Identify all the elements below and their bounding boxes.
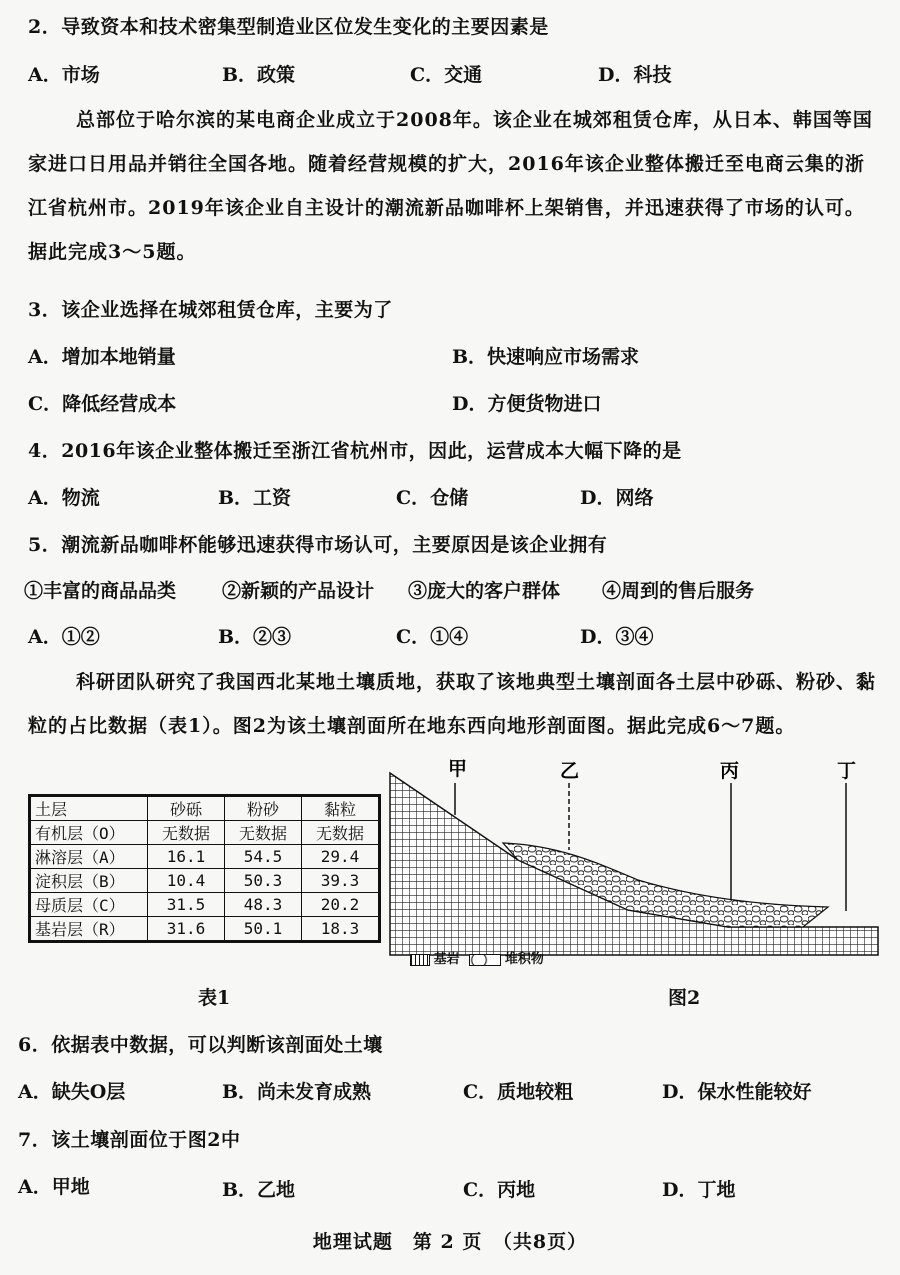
bedrock-legend-label: 基岩 [433,951,460,966]
q3-option-c: C．降低经营成本 [28,393,177,415]
table-cell: 31.6 [148,917,225,942]
table-header-row [30,796,380,821]
table-cell: 无数据 [148,821,225,845]
table-row [30,869,380,893]
table-cell: 有机层（O） [30,821,148,845]
q5-item-2: ②新颖的产品设计 [222,580,375,602]
site-label-ding: 丁 [837,760,857,782]
site-label-yi: 乙 [560,760,580,782]
table-row [30,917,380,942]
table-cell: 18.3 [302,917,380,942]
figure-2-caption: 图2 [668,987,701,1009]
q5-item-1: ①丰富的商品品类 [24,580,177,602]
table-header-cell: 粉砂 [225,796,302,821]
table-cell: 淋溶层（A） [30,845,148,869]
q3-stem: 3．该企业选择在城郊租赁仓库，主要为了 [28,299,393,321]
q6-stem: 6．依据表中数据，可以判断该剖面处土壤 [18,1034,383,1056]
q5-item-4: ④周到的售后服务 [602,580,755,602]
q2-option-d: D．科技 [598,64,672,86]
q4-option-b: B．工资 [218,487,292,509]
bedrock-legend-swatch [410,954,430,966]
table-cell: 基岩层（R） [30,917,148,942]
table-cell: 48.3 [225,893,302,917]
q2-option-a: A．市场 [28,64,100,86]
q3-option-a: A．增加本地销量 [28,346,176,368]
q2-option-b: B．政策 [222,64,296,86]
deposit-legend-label: 堆积物 [504,951,544,966]
table-cell: 无数据 [225,821,302,845]
table-row [30,893,380,917]
q5-option-d: D．③④ [580,626,654,648]
table-cell: 50.3 [225,869,302,893]
table-row [30,821,380,845]
table-header-cell: 砂砾 [148,796,225,821]
table-cell: 16.1 [148,845,225,869]
q7-option-c: C．丙地 [463,1179,536,1201]
table-1-caption: 表1 [198,987,231,1009]
passage-2: 科研团队研究了我国西北某地土壤质地，获取了该地典型土壤剖面各土层中砂砾、粉砂、黏粒的占比数据（表1）。图2为该土壤剖面所在地东西向地形剖面图。据此完成6～7题。 [28,671,877,737]
q6-option-d: D．保水性能较好 [662,1081,812,1103]
table-cell: 54.5 [225,845,302,869]
q7-stem: 7．该土壤剖面位于图2中 [18,1129,241,1151]
table-row [30,845,380,869]
page-footer: 地理试题 第 2 页 （共8页） [312,1231,588,1253]
q4-option-c: C．仓储 [396,487,469,509]
figure-legend [410,948,544,967]
table-cell: 无数据 [302,821,380,845]
q3-option-d: D．方便货物进口 [452,393,602,415]
deposit-legend-swatch [469,954,501,966]
table-header-cell: 土层 [30,796,148,821]
table-cell: 母质层（C） [30,893,148,917]
bedrock-layer [390,773,878,955]
passage-1: 总部位于哈尔滨的某电商企业成立于2008年。该企业在城郊租赁仓库，从日本、韩国等国家进口日用品并销往全国各地。随着经营规模的扩大，2016年该企业整体搬迁至电商云集的浙江省杭州市。2019年该企业自主设计的潮流新品咖啡杯上架销售，并迅速获得了市场的认可。据此完成3～5题。 [28,109,873,263]
table-cell: 39.3 [302,869,380,893]
q6-option-a: A．缺失O层 [18,1081,126,1103]
table-cell: 29.4 [302,845,380,869]
table-cell: 10.4 [148,869,225,893]
terrain-profile-figure [388,755,883,967]
q4-stem: 4．2016年该企业整体搬迁至浙江省杭州市，因此，运营成本大幅下降的是 [28,440,682,462]
q5-option-b: B．②③ [218,626,292,648]
q5-item-3: ③庞大的客户群体 [408,580,561,602]
table-cell: 20.2 [302,893,380,917]
q6-option-c: C．质地较粗 [463,1081,574,1103]
q4-option-a: A．物流 [28,487,100,509]
q4-option-d: D．网络 [580,487,654,509]
table-cell: 淀积层（B） [30,869,148,893]
site-label-jia: 甲 [448,758,468,780]
q7-option-b: B．乙地 [222,1179,296,1201]
q5-option-a: A．①② [28,626,100,648]
q5-option-c: C．①④ [396,626,469,648]
q7-option-d: D．丁地 [662,1179,736,1201]
soil-table [28,794,381,943]
q6-option-b: B．尚未发育成熟 [222,1081,372,1103]
q2-option-c: C．交通 [410,64,483,86]
table-cell: 31.5 [148,893,225,917]
q2-stem: 2．导致资本和技术密集型制造业区位发生变化的主要因素是 [28,16,549,38]
site-label-bing: 丙 [720,760,740,782]
q7-option-a: A．甲地 [18,1176,90,1198]
table-header-cell: 黏粒 [302,796,380,821]
table-cell: 50.1 [225,917,302,942]
q3-option-b: B．快速响应市场需求 [452,346,640,368]
q5-stem: 5．潮流新品咖啡杯能够迅速获得市场认可，主要原因是该企业拥有 [28,534,608,556]
